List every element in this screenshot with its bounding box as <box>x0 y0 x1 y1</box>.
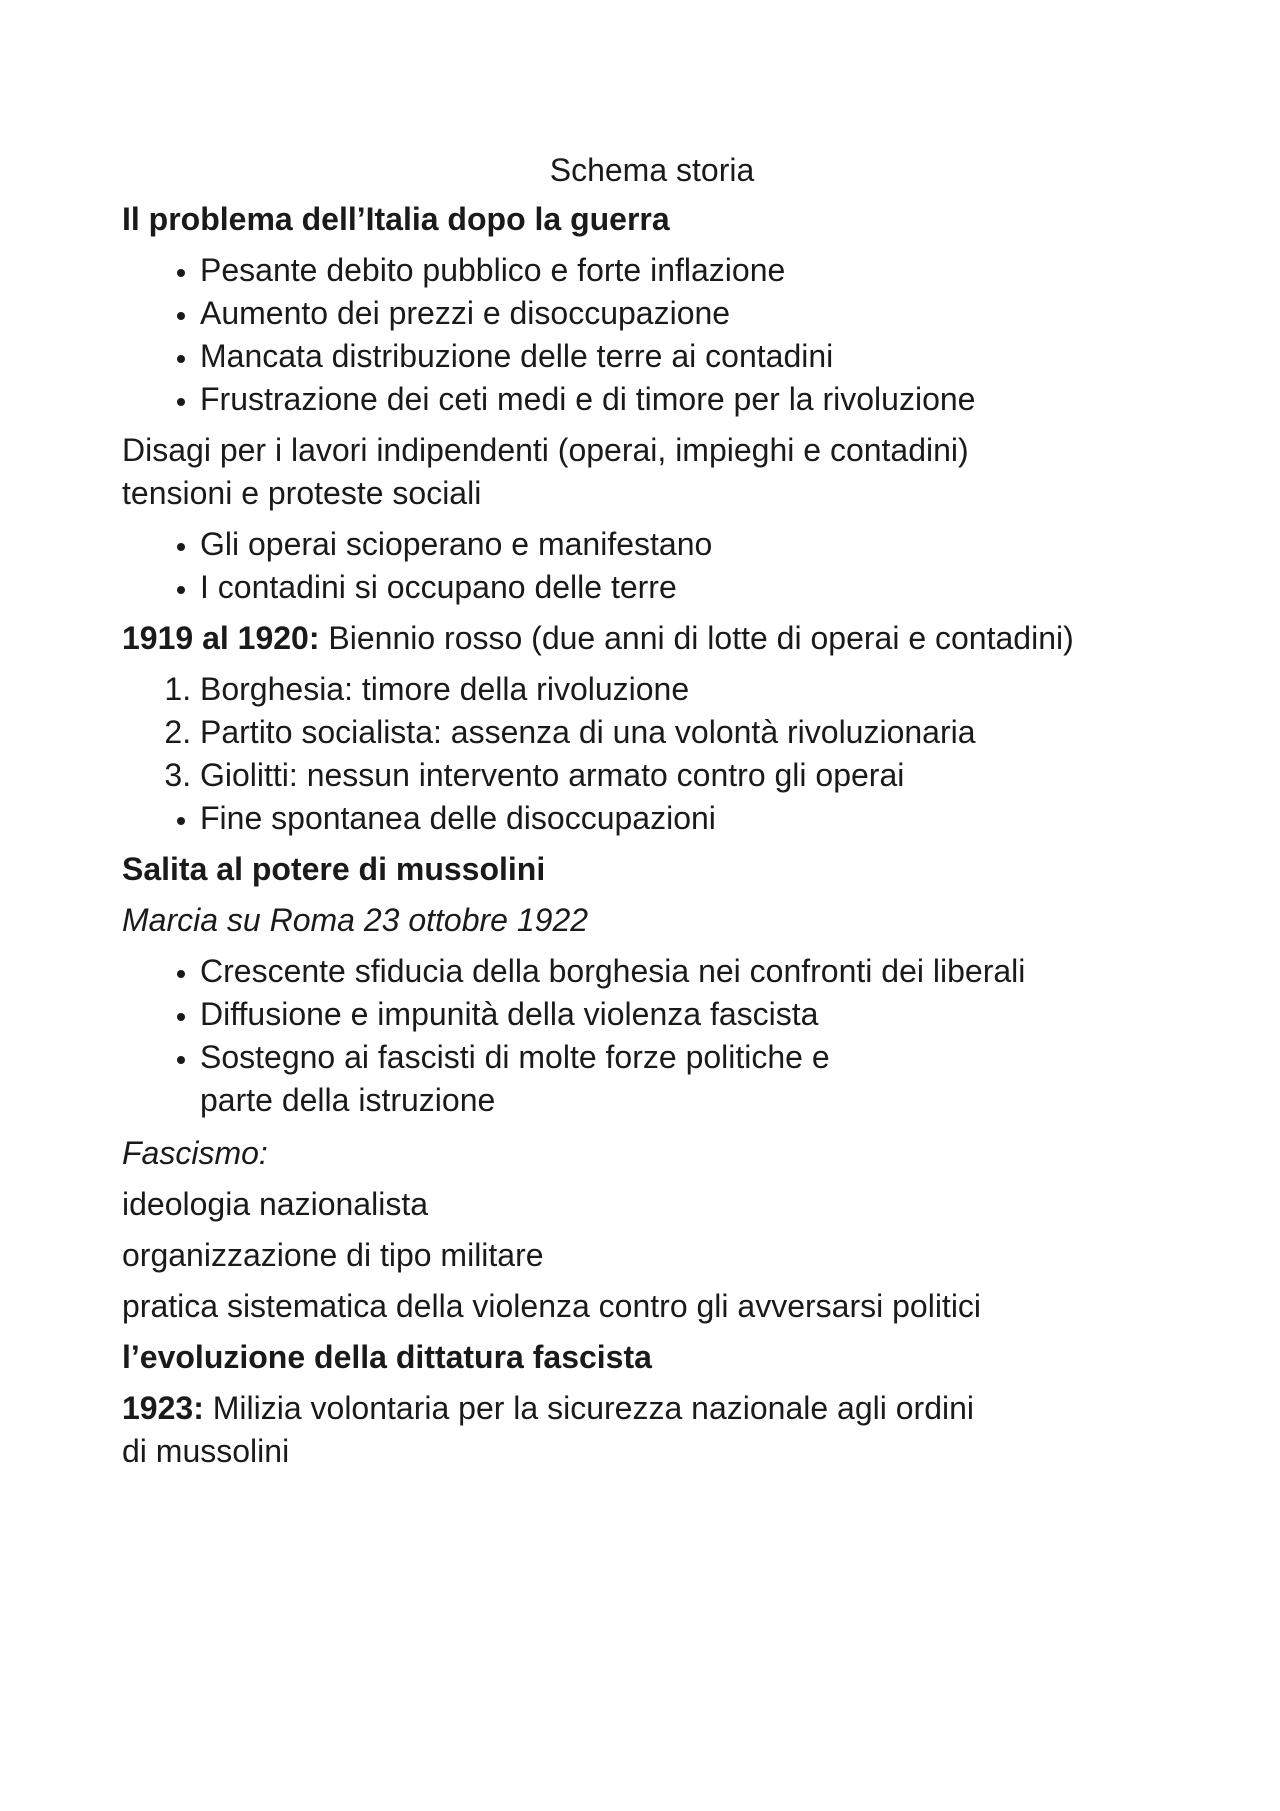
document-title: Schema storia <box>549 152 755 188</box>
list-item: 3. Giolitti: nessun intervento armato contro gli operai <box>200 754 1182 797</box>
list-item: • Fine spontanea delle disoccupazioni <box>200 797 1182 840</box>
list-item: 2. Partito socialista: assenza di una volontà rivoluzionaria <box>200 711 1182 754</box>
biennio-numbered-list <box>122 668 1182 797</box>
list-item: • Pesante debito pubblico e forte inflazione <box>200 249 1182 292</box>
hardship-paragraph <box>122 429 1182 515</box>
march-on-rome-subtitle: Marcia su Roma 23 ottobre 1922 <box>122 902 589 938</box>
militia-paragraph <box>122 1387 1182 1473</box>
hardship-line-2: tensioni e proteste sociali <box>122 475 482 511</box>
list-item: • Mancata distribuzione delle terre ai contadini <box>200 335 1182 378</box>
fascismo-line: organizzazione di tipo militare <box>122 1237 544 1273</box>
hardship-line-1: Disagi per i lavori indipendenti (operai, impieghi e contadini) <box>122 432 969 468</box>
list-item: • Crescente sfiducia della borghesia nei confronti dei liberali <box>200 950 1182 993</box>
biennio-date-label: 1919 al 1920: <box>122 620 320 656</box>
section-heading-dictatorship: l’evoluzione della dittatura fascista <box>122 1339 652 1375</box>
list-item: • Diffusione e impunità della violenza fascista <box>200 993 1182 1036</box>
biennio-rosso-paragraph <box>122 617 1182 660</box>
list-item: • Frustrazione dei ceti medi e di timore per la rivoluzione <box>200 378 1182 421</box>
list-item: • Aumento dei prezzi e disoccupazione <box>200 292 1182 335</box>
fascismo-line: pratica sistematica della violenza contro gli avversarsi politici <box>122 1288 982 1324</box>
fascismo-label: Fascismo: <box>122 1135 268 1171</box>
fascismo-line: ideologia nazionalista <box>122 1186 428 1222</box>
militia-year-label: 1923: <box>122 1390 204 1426</box>
social-protest-list <box>122 523 1182 609</box>
biennio-description: Biennio rosso (due anni di lotte di operai e contadini) <box>319 620 1074 656</box>
document-page <box>122 149 1182 1481</box>
list-item: • I contadini si occupano delle terre <box>200 566 1182 609</box>
list-item: • Sostegno ai fascisti di molte forze politiche e parte della istruzione <box>200 1036 1182 1122</box>
mussolini-rise-list <box>122 950 1182 1122</box>
section-heading-postwar-problem: Il problema dell’Italia dopo la guerra <box>122 201 670 237</box>
section-heading-mussolini-rise: Salita al potere di mussolini <box>122 851 546 887</box>
list-item: 1. Borghesia: timore della rivoluzione <box>200 668 1182 711</box>
biennio-bullet-list <box>122 797 1182 840</box>
list-item: • Gli operai scioperano e manifestano <box>200 523 1182 566</box>
postwar-problem-list <box>122 249 1182 421</box>
militia-description: Milizia volontaria per la sicurezza nazionale agli ordini di mussolini <box>122 1390 974 1469</box>
